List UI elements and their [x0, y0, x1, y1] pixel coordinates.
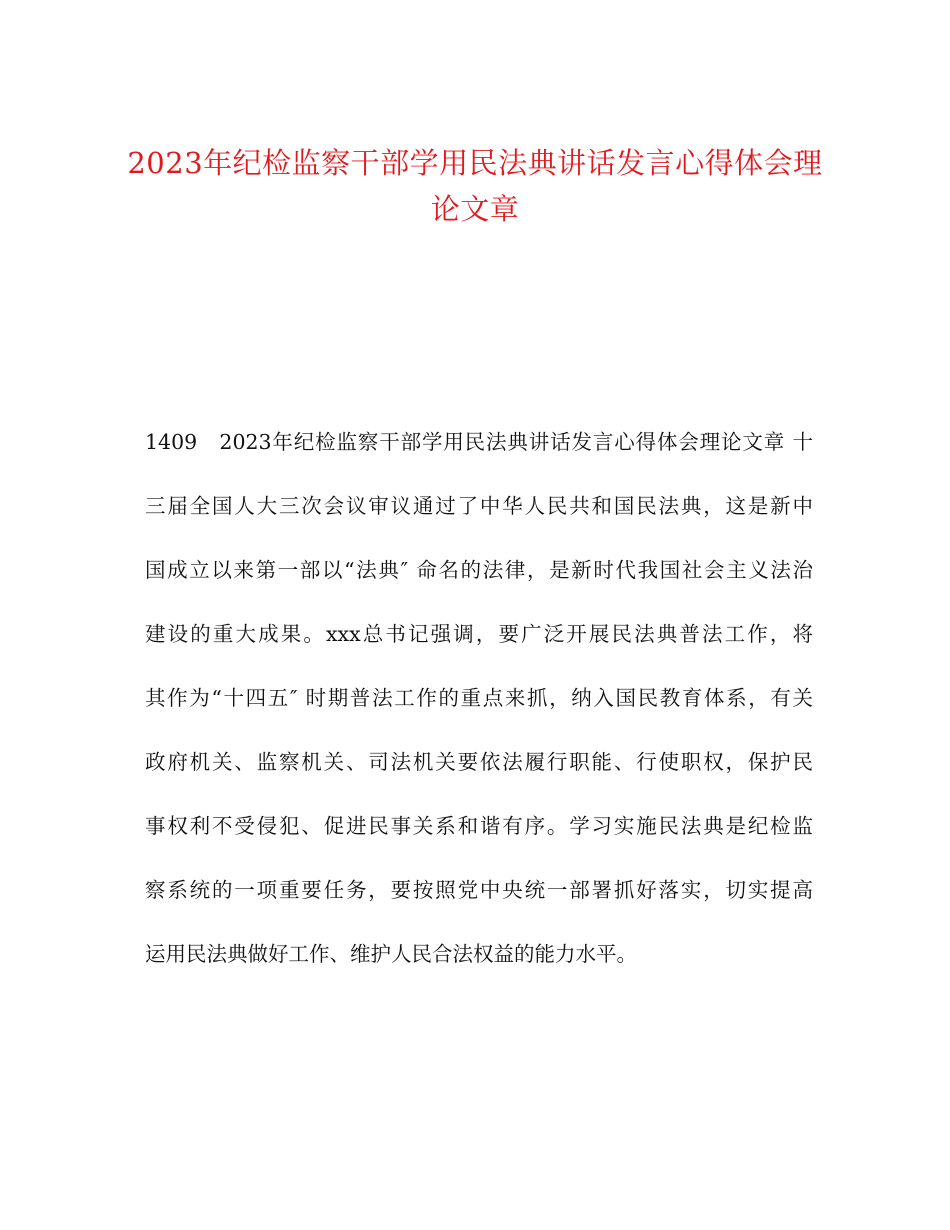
body-line-3: 国成立以来第一部以“法典″ 命名的法律，是新时代我国社会主义法治	[145, 558, 813, 582]
body-line-5: 其作为“十四五″ 时期普法工作的重点来抓，纳入国民教育体系，有关	[145, 686, 813, 710]
title-line-2: 论文章	[430, 192, 520, 226]
body-line-7: 事权利不受侵犯、促进民事关系和谐有序。学习实施民法典是纪检监	[145, 814, 813, 838]
body-line-4: 建设的重大成果。xxx总书记强调，要广泛开展民法典普法工作，将	[145, 622, 813, 646]
body-line-1: 1409 2023年纪检监察干部学用民法典讲话发言心得体会理论文章 十	[145, 430, 813, 454]
body-line-8: 察系统的一项重要任务，要按照党中央统一部署抓好落实，切实提高	[145, 878, 813, 902]
title-line-1: 2023年纪检监察干部学用民法典讲话发言心得体会理	[127, 146, 823, 180]
body-line-9: 运用民法典做好工作、维护人民合法权益的能力水平。	[145, 942, 637, 966]
body-line-2: 三届全国人大三次会议审议通过了中华人民共和国民法典，这是新中	[145, 494, 813, 518]
document-title	[100, 140, 850, 232]
body-line-6: 政府机关、监察机关、司法机关要依法履行职能、行使职权，保护民	[145, 750, 813, 774]
document-body	[145, 422, 813, 998]
